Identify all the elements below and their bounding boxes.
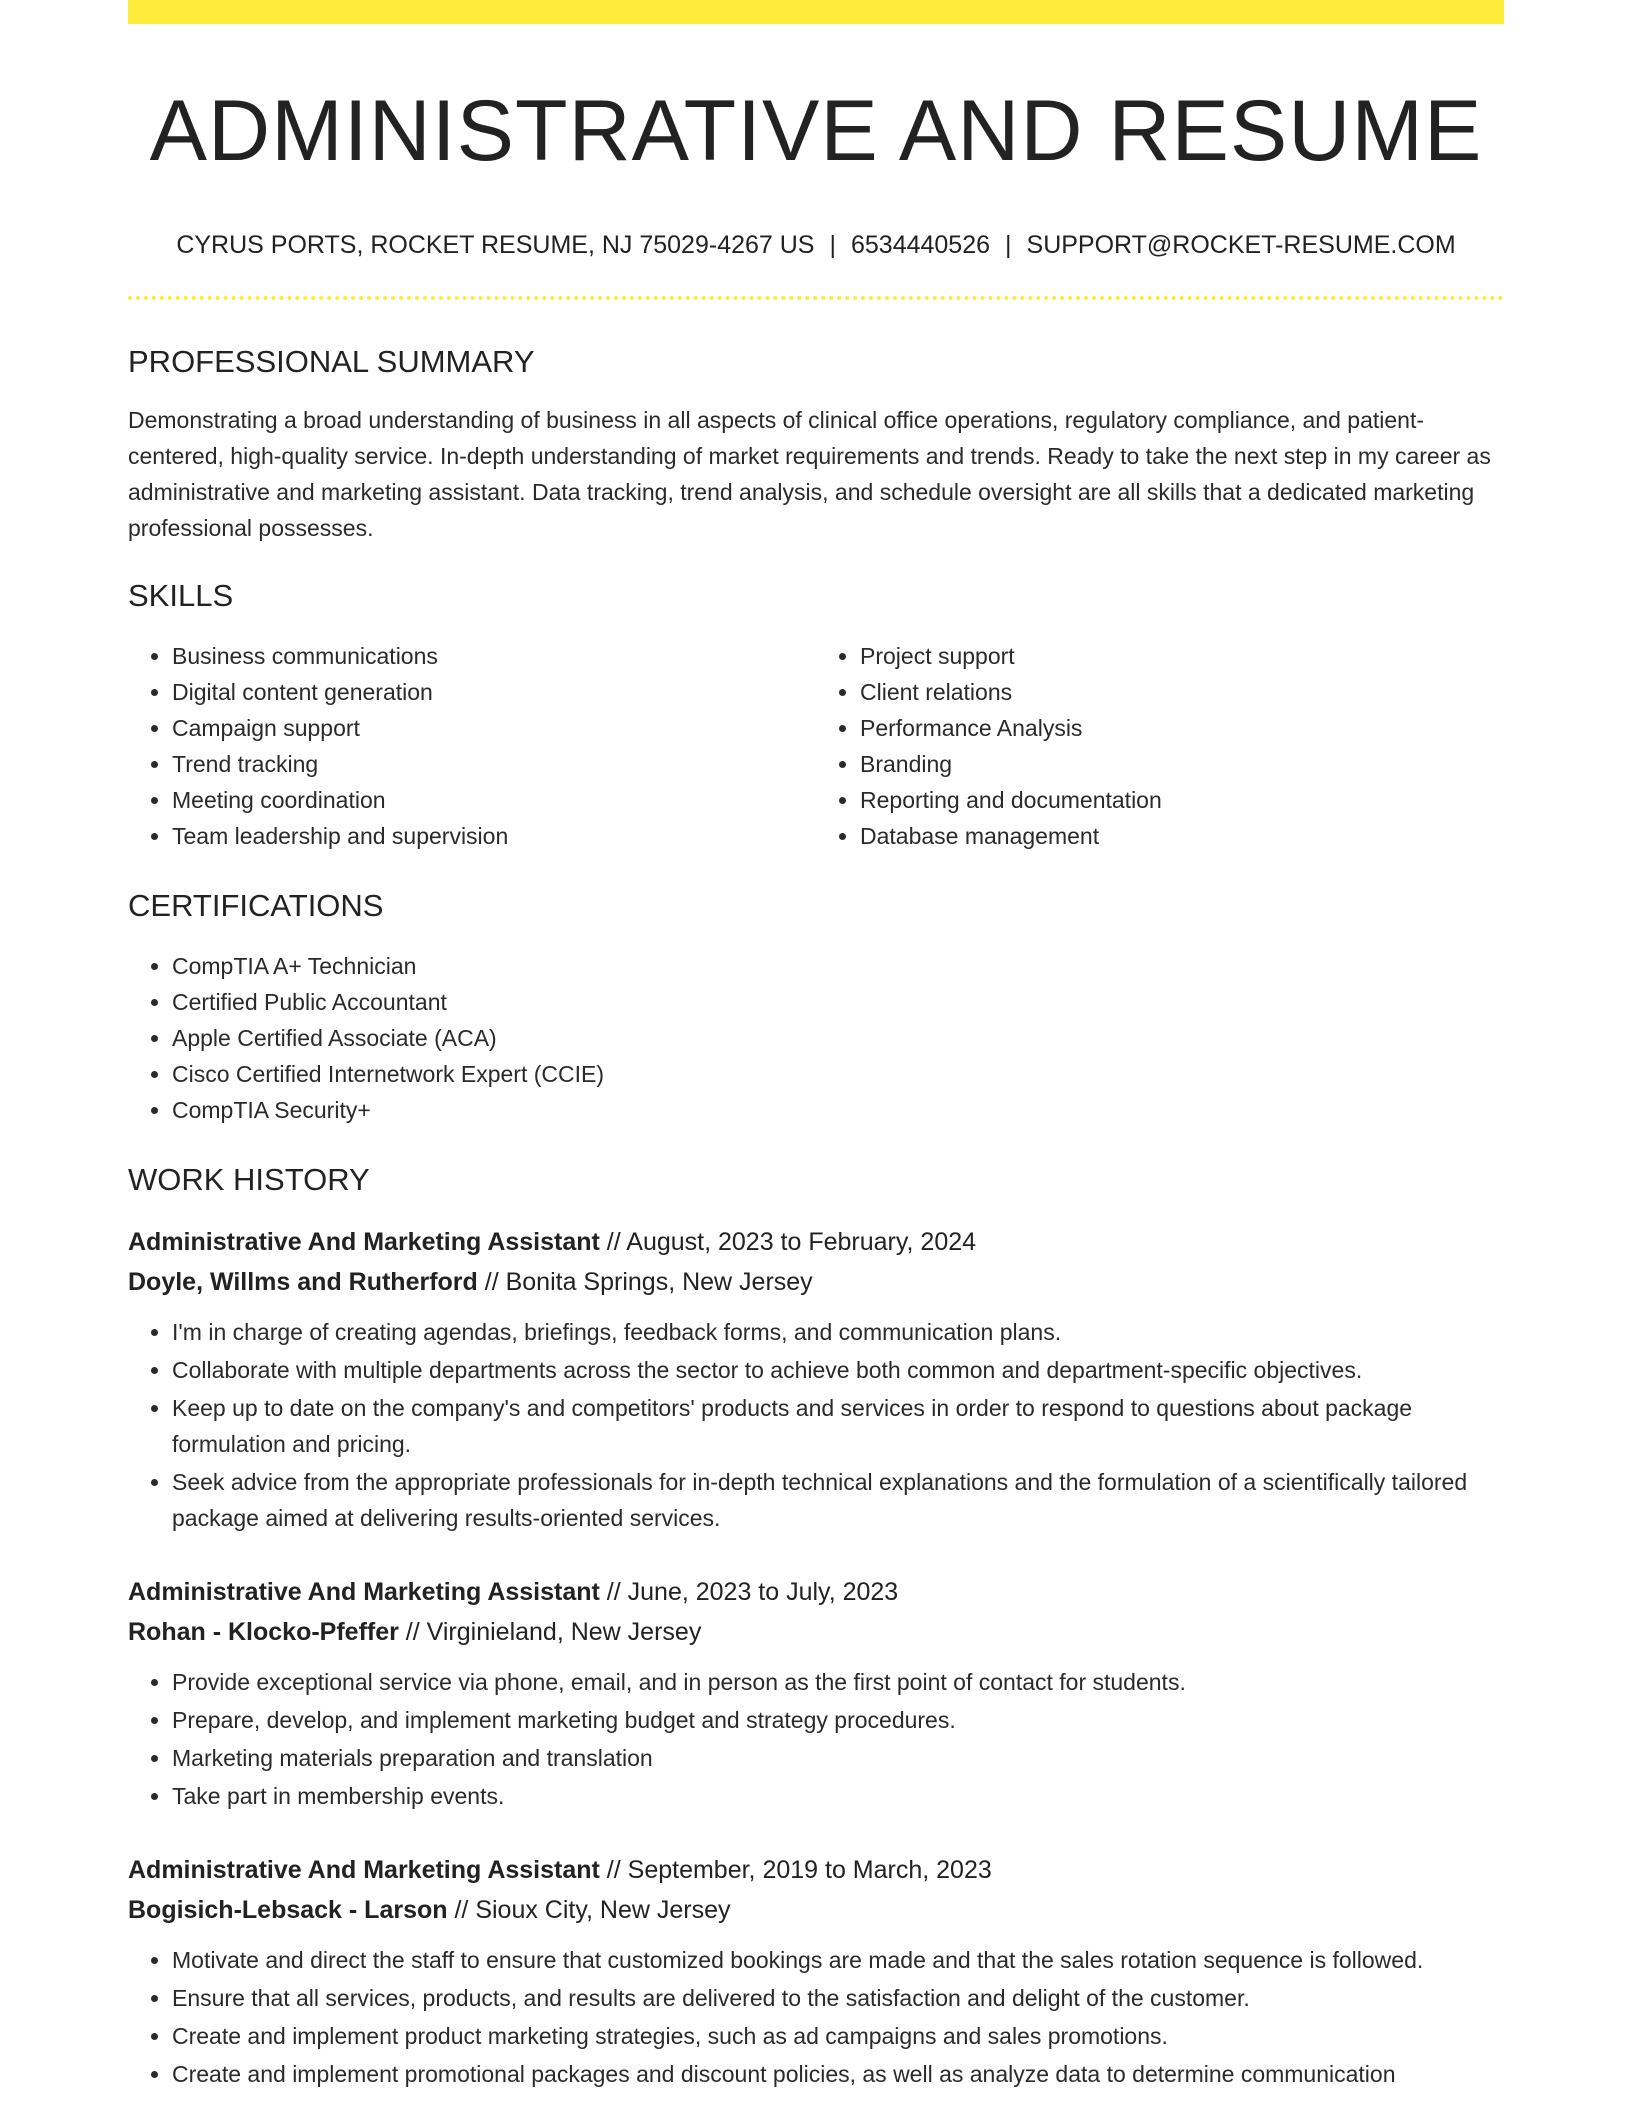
summary-text: Demonstrating a broad understanding of business in all aspects of clinical office operations, regulatory compliance, and patient-centered, high-quality service. In-depth understanding of market requirements and trends. Ready to take the next step in my career as administrative and marketing assistant. Data tracking, trend analysis, and schedule oversight are all skills that a dedicated marketing professional possesses. — [128, 406, 1491, 541]
job-duty: • Create and implement product marketing strategies, such as ad campaigns and sales promotions. — [172, 2018, 1504, 2054]
job-company-line — [128, 1262, 1504, 1302]
certifications-list — [128, 948, 1504, 1128]
certification-item: • Certified Public Accountant — [172, 984, 1504, 1020]
dotted-divider — [128, 296, 1504, 300]
certification-item: • Apple Certified Associate (ACA) — [172, 1020, 1504, 1056]
skills-list-right — [816, 638, 1504, 854]
skills-heading: SKILLS — [128, 577, 234, 613]
job-duty: • Provide exceptional service via phone, email, and in person as the first point of contact for students. — [172, 1664, 1504, 1700]
job-role: Administrative And Marketing Assistant — [128, 1855, 600, 1884]
job-duty: • Create and implement promotional packages and discount policies, as well as analyze data to determine communication — [172, 2056, 1504, 2092]
job-company: Bogisich-Lebsack - Larson — [128, 1895, 448, 1924]
job-location: // Sioux City, New Jersey — [447, 1895, 731, 1924]
job-entry — [128, 1850, 1504, 2092]
skills-list-left — [128, 638, 816, 854]
skill-item: • Performance Analysis — [860, 710, 1504, 746]
contact-separator: | — [829, 230, 836, 259]
skill-item: • Business communications — [172, 638, 816, 674]
accent-top-bar — [128, 0, 1504, 24]
job-duty: • Seek advice from the appropriate professionals for in-depth technical explanations and the formulation of a scientifically tailored package aimed at delivering results-oriented services. — [172, 1464, 1504, 1536]
skill-item: • Client relations — [860, 674, 1504, 710]
skill-item: • Reporting and documentation — [860, 782, 1504, 818]
job-company-line — [128, 1612, 1504, 1652]
summary-heading: PROFESSIONAL SUMMARY — [128, 343, 535, 379]
skill-item: • Database management — [860, 818, 1504, 854]
job-role: Administrative And Marketing Assistant — [128, 1227, 600, 1256]
job-role: Administrative And Marketing Assistant — [128, 1577, 600, 1606]
job-title-line — [128, 1222, 1504, 1262]
skills-columns — [128, 638, 1504, 854]
job-dates: // August, 2023 to February, 2024 — [599, 1227, 977, 1256]
job-dates: // September, 2019 to March, 2023 — [599, 1855, 992, 1884]
skill-item: • Digital content generation — [172, 674, 816, 710]
certification-item: • CompTIA Security+ — [172, 1092, 1504, 1128]
job-entry — [128, 1572, 1504, 1814]
certifications-heading: CERTIFICATIONS — [128, 887, 384, 923]
job-title-line — [128, 1850, 1504, 1890]
job-location: // Virginieland, New Jersey — [398, 1617, 702, 1646]
contact-address: CYRUS PORTS, ROCKET RESUME, NJ 75029-4267 US — [176, 230, 815, 259]
certification-item: • Cisco Certified Internetwork Expert (CCIE) — [172, 1056, 1504, 1092]
skill-item: • Meeting coordination — [172, 782, 816, 818]
skill-item: • Campaign support — [172, 710, 816, 746]
contact-line — [128, 231, 1504, 260]
job-entry — [128, 1222, 1504, 1536]
certification-item: • CompTIA A+ Technician — [172, 948, 1504, 984]
job-duties-list — [128, 1314, 1504, 1536]
skill-item: • Team leadership and supervision — [172, 818, 816, 854]
skill-item: • Branding — [860, 746, 1504, 782]
job-duty: • Prepare, develop, and implement marketing budget and strategy procedures. — [172, 1702, 1504, 1738]
work-history-heading: WORK HISTORY — [128, 1161, 370, 1197]
contact-separator: | — [1005, 230, 1012, 259]
resume-name: ADMINISTRATIVE AND RESUME — [149, 83, 1483, 179]
job-duty: • I'm in charge of creating agendas, briefings, feedback forms, and communication plans. — [172, 1314, 1504, 1350]
job-duties-list — [128, 1942, 1504, 2092]
skill-item: • Trend tracking — [172, 746, 816, 782]
job-location: // Bonita Springs, New Jersey — [477, 1267, 813, 1296]
contact-phone: 6534440526 — [850, 230, 991, 259]
skill-item: • Project support — [860, 638, 1504, 674]
resume-page — [128, 0, 1504, 2094]
job-duty: • Marketing materials preparation and translation — [172, 1740, 1504, 1776]
job-duty: • Keep up to date on the company's and competitors' products and services in order to respond to questions about package formulation and pricing. — [172, 1390, 1504, 1462]
job-dates: // June, 2023 to July, 2023 — [599, 1577, 899, 1606]
job-company: Doyle, Willms and Rutherford — [128, 1267, 478, 1296]
job-duty: • Take part in membership events. — [172, 1778, 1504, 1814]
job-duty: • Motivate and direct the staff to ensure that customized bookings are made and that the sales rotation sequence is followed. — [172, 1942, 1504, 1978]
job-title-line — [128, 1572, 1504, 1612]
job-duty: • Ensure that all services, products, and results are delivered to the satisfaction and delight of the customer. — [172, 1980, 1504, 2016]
job-company: Rohan - Klocko-Pfeffer — [128, 1617, 399, 1646]
contact-email: SUPPORT@ROCKET-RESUME.COM — [1026, 230, 1456, 259]
job-duties-list — [128, 1664, 1504, 1814]
job-company-line — [128, 1890, 1504, 1930]
job-duty: • Collaborate with multiple departments across the sector to achieve both common and department-specific objectives. — [172, 1352, 1504, 1388]
